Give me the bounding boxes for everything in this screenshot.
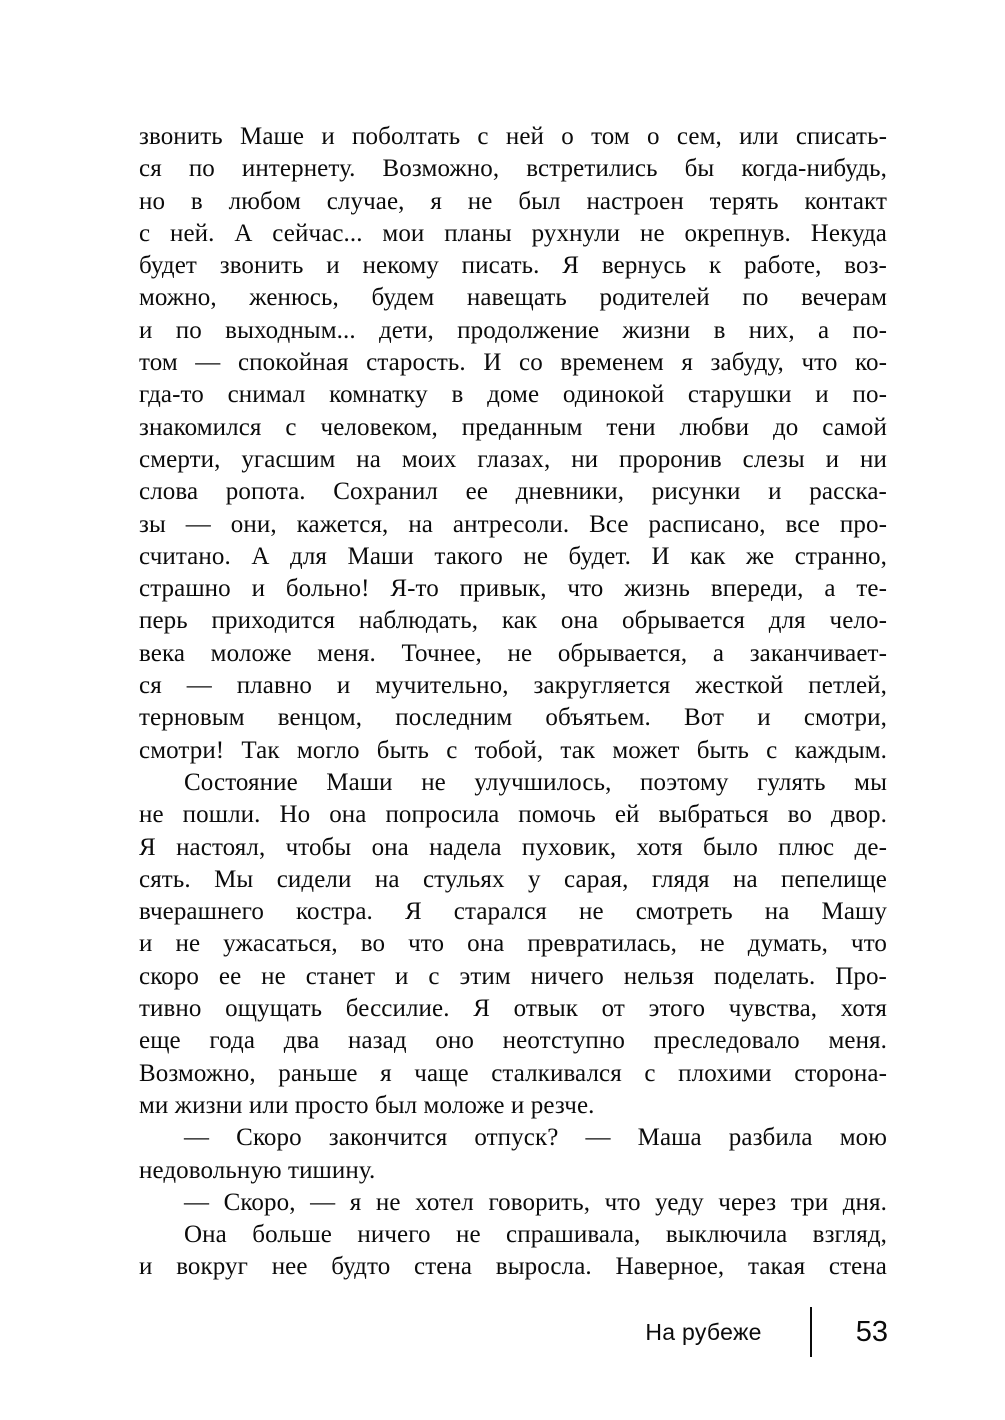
text-line: слова ропота. Сохранил ее дневники, рисунки и расска- xyxy=(139,478,887,506)
text-line: с ней. А сейчас... мои планы рухнули не окрепнув. Некуда xyxy=(139,219,887,247)
text-line: ся по интернету. Возможно, встретились бы когда-нибудь, xyxy=(139,155,887,183)
text-line: и вокруг нее будто стена выросла. Наверное, такая стена xyxy=(139,1253,887,1281)
text-line: недовольную тишину. xyxy=(139,1156,376,1184)
text-line: перь приходится наблюдать, как она обрывается для чело- xyxy=(139,607,887,635)
text-line: зы — они, кажется, на антресоли. Все расписано, все про- xyxy=(139,510,887,538)
text-line: — Скоро, — я не хотел говорить, что уеду через три дня. xyxy=(184,1188,887,1216)
text-line: звонить Маше и поболтать с ней о том о сем, или списать- xyxy=(139,123,887,150)
text-line: не пошли. Но она попросила помочь ей выбраться во двор. xyxy=(139,801,887,829)
text-line: еще года два назад оно неотступно преследовало меня. xyxy=(139,1027,887,1055)
paragraph xyxy=(139,1187,887,1219)
text-line: знакомился с человеком, преданным тени любви до самой xyxy=(139,413,887,441)
text-line: том — спокойная старость. И со временем я забуду, что ко- xyxy=(139,349,887,377)
text-line: — Скоро закончится отпуск? — Маша разбила мою xyxy=(184,1124,887,1152)
page-number: 53 xyxy=(855,1315,888,1348)
paragraph xyxy=(139,1219,887,1284)
text-line: терновым венцом, последним объятьем. Вот и смотри, xyxy=(139,704,887,732)
text-line: страшно и больно! Я-то привык, что жизнь впереди, а те- xyxy=(139,575,887,603)
text-line: можно, женюсь, будем навещать родителей по вечерам xyxy=(139,284,887,312)
text-line: но в любом случае, я не был настроен терять контакт xyxy=(139,187,887,215)
text-line: скоро ее не станет и с этим ничего нельзя поделать. Про- xyxy=(139,962,887,990)
text-line: Я настоял, чтобы она надела пуховик, хотя было плюс де- xyxy=(139,833,887,861)
text-line: будет звонить и некому писать. Я вернусь к работе, воз- xyxy=(139,252,887,280)
text-line: Состояние Маши не улучшилось, поэтому гулять мы xyxy=(184,768,887,796)
text-line: сять. Мы сидели на стульях у сарая, глядя на пепелище xyxy=(139,865,887,893)
text-line: Возможно, раньше я чаще сталкивался с плохими сторона- xyxy=(139,1059,887,1087)
paragraph xyxy=(139,767,887,1122)
paragraph xyxy=(139,121,887,767)
text-line: века моложе меня. Точнее, не обрывается, а заканчивает- xyxy=(139,639,887,667)
text-line: ся — плавно и мучительно, закругляется жесткой петлей, xyxy=(139,672,887,700)
text-line: считано. А для Маши такого не будет. И как же странно, xyxy=(139,542,887,570)
text-line: смотри! Так могло быть с тобой, так может быть с каждым. xyxy=(139,736,887,764)
text-line: тивно ощущать бессилие. Я отвык от этого чувства, хотя xyxy=(139,995,887,1023)
running-title: На рубеже xyxy=(645,1318,762,1345)
text-line: вчерашнего костра. Я старался не смотреть на Машу xyxy=(139,898,887,926)
body-text xyxy=(139,121,887,1284)
footer-divider xyxy=(810,1307,812,1357)
text-line: и по выходным... дети, продолжение жизни в них, а по- xyxy=(139,316,887,344)
text-line: смерти, угасшим на моих глазах, ни проронив слезы и ни xyxy=(139,445,887,473)
text-line: и не ужасаться, во что она превратилась, не думать, что xyxy=(139,930,887,958)
paragraph xyxy=(139,1122,887,1187)
text-line: ми жизни или просто был моложе и резче. xyxy=(139,1091,595,1119)
page-footer xyxy=(645,1306,888,1358)
text-line: Она больше ничего не спрашивала, выключила взгляд, xyxy=(184,1221,887,1249)
text-line: гда-то снимал комнатку в доме одинокой старушки и по- xyxy=(139,381,887,409)
